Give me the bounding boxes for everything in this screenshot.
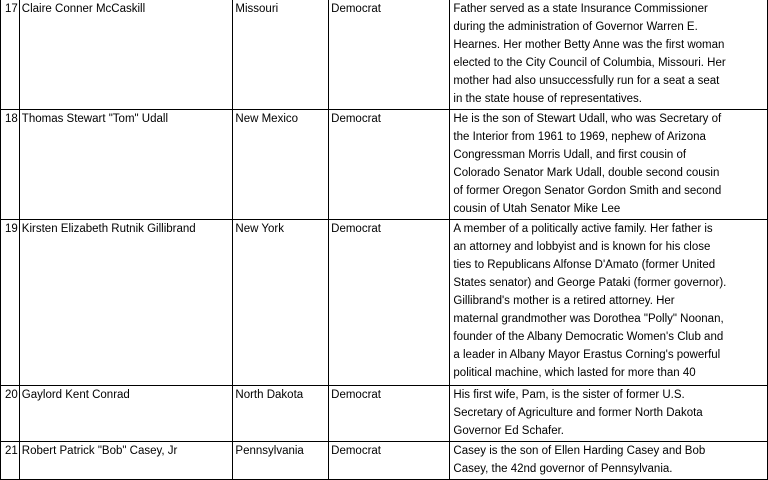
table-row	[1, 0, 768, 110]
party-cell[interactable]: Democrat	[329, 0, 450, 110]
state-cell[interactable]: North Dakota	[233, 386, 329, 442]
family-background-cell[interactable]	[450, 442, 768, 480]
bio-line: ties to Republicans Alfonse D'Amato (former United	[453, 259, 716, 271]
bio-line: Casey, the 42nd governor of Pennsylvania.	[453, 463, 673, 475]
state-cell[interactable]: New Mexico	[233, 110, 329, 220]
bio-line: His first wife, Pam, is the sister of former U.S.	[453, 389, 685, 401]
bio-line: Congressman Morris Udall, and first cousin of	[453, 149, 687, 161]
family-background-cell[interactable]	[450, 0, 768, 110]
table-row	[1, 442, 768, 480]
bio-line: Casey is the son of Ellen Harding Casey and Bob	[453, 445, 706, 457]
family-background-cell[interactable]	[450, 220, 768, 386]
party-cell[interactable]: Democrat	[329, 386, 450, 442]
name-cell[interactable]: Gaylord Kent Conrad	[19, 386, 233, 442]
bio-line: A member of a politically active family. Her father is	[453, 223, 713, 235]
bio-line: cousin of Utah Senator Mike Lee	[453, 203, 621, 215]
bio-line: during the administration of Governor Warren E.	[453, 21, 698, 33]
bio-line: elected to the City Council of Columbia, Missouri. Her	[453, 57, 726, 69]
row-number-cell[interactable]: 21	[1, 442, 20, 480]
table-row	[1, 386, 768, 442]
bio-line: political machine, which lasted for more than 40	[453, 367, 696, 379]
bio-line: States senator) and George Pataki (former governor).	[453, 277, 727, 289]
bio-line: the Interior from 1961 to 1969, nephew of Arizona	[453, 131, 706, 143]
bio-line: mother had also unsuccessfully run for a seat a seat	[453, 75, 720, 87]
table-row	[1, 220, 768, 386]
family-background-cell[interactable]	[450, 110, 768, 220]
name-cell[interactable]: Robert Patrick "Bob" Casey, Jr	[19, 442, 233, 480]
bio-line: an attorney and lobbyist and is known for his close	[453, 241, 711, 253]
row-number-cell[interactable]: 17	[1, 0, 20, 110]
family-background-cell[interactable]	[450, 386, 768, 442]
bio-line: of former Oregon Senator Gordon Smith and second	[453, 185, 722, 197]
row-number-cell[interactable]: 20	[1, 386, 20, 442]
bio-line: in the state house of representatives.	[453, 93, 642, 105]
bio-line: He is the son of Stewart Udall, who was Secretary of	[453, 113, 722, 125]
table-row	[1, 110, 768, 220]
name-cell[interactable]: Thomas Stewart "Tom" Udall	[19, 110, 233, 220]
row-number-cell[interactable]: 18	[1, 110, 20, 220]
bio-line: Colorado Senator Mark Udall, double second cousin	[453, 167, 720, 179]
bio-line: Secretary of Agriculture and former North Dakota	[453, 407, 703, 419]
party-cell[interactable]: Democrat	[329, 442, 450, 480]
bio-line: Governor Ed Schafer.	[453, 425, 564, 437]
bio-line: founder of the Albany Democratic Women's Club and	[453, 331, 724, 343]
bio-line: Gillibrand's mother is a retired attorney. Her	[453, 295, 675, 307]
bio-line: maternal grandmother was Dorothea "Polly" Noonan,	[453, 313, 724, 325]
state-cell[interactable]: New York	[233, 220, 329, 386]
bio-line: Hearnes. Her mother Betty Anne was the first woman	[453, 39, 725, 51]
state-cell[interactable]: Pennsylvania	[233, 442, 329, 480]
name-cell[interactable]: Claire Conner McCaskill	[19, 0, 233, 110]
party-cell[interactable]: Democrat	[329, 110, 450, 220]
bio-line: a leader in Albany Mayor Erastus Corning's powerful	[453, 349, 721, 361]
bio-line: Father served as a state Insurance Commissioner	[453, 3, 708, 15]
party-cell[interactable]: Democrat	[329, 220, 450, 386]
name-cell[interactable]: Kirsten Elizabeth Rutnik Gillibrand	[19, 220, 233, 386]
state-cell[interactable]: Missouri	[233, 0, 329, 110]
row-number-cell[interactable]: 19	[1, 220, 20, 386]
